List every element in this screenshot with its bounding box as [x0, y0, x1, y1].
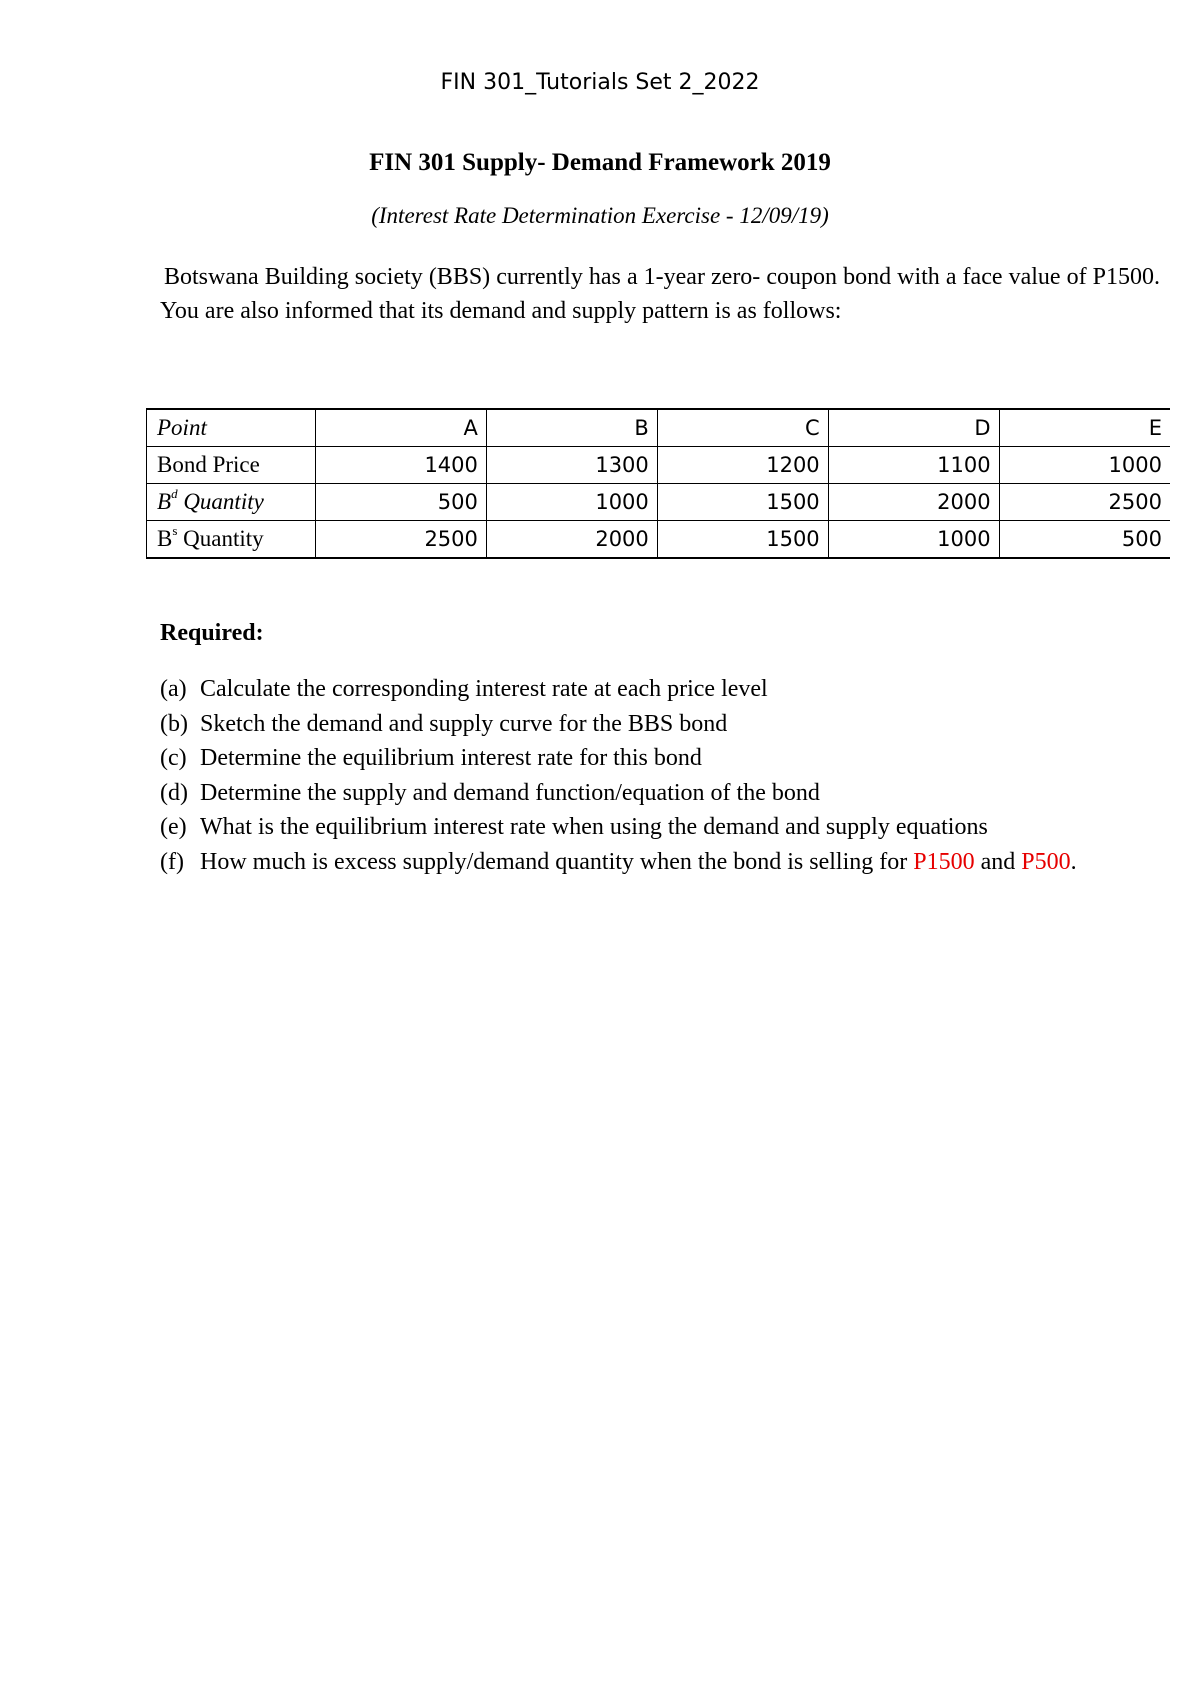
item-text-end: .	[1070, 848, 1077, 875]
supply-quantity-label	[147, 521, 316, 559]
label-letter: B	[157, 526, 173, 551]
demand-supply-table	[146, 408, 1170, 559]
table-cell: 2500	[999, 484, 1170, 521]
list-item	[160, 776, 1120, 811]
label-letter: B	[157, 489, 172, 514]
item-marker: (e)	[160, 814, 187, 840]
required-heading: Required:	[160, 620, 264, 646]
table-cell: 1100	[828, 447, 999, 484]
list-item	[160, 707, 1120, 742]
table-cell: 500	[316, 484, 487, 521]
item-marker: (d)	[160, 779, 188, 806]
item-text: Determine the equilibrium interest rate for this bond	[200, 745, 702, 771]
item-text: Sketch the demand and supply curve for the BBS bond	[200, 710, 728, 737]
label-rest: Quantity	[177, 526, 264, 551]
item-text-start: How much is excess supply/demand quantity when the bond is selling for	[200, 848, 914, 875]
table-cell: 1000	[828, 521, 999, 559]
table-cell: 1500	[657, 484, 828, 521]
item-text: Determine the supply and demand function/equation of the bond	[200, 779, 820, 806]
item-marker: (a)	[160, 676, 187, 702]
bond-price-label: Bond Price	[147, 447, 316, 484]
point-header-cell: Point	[147, 409, 316, 447]
point-d-cell: D	[828, 409, 999, 447]
table-header-row	[147, 409, 1171, 447]
item-marker: (f)	[160, 848, 184, 875]
item-marker: (b)	[160, 710, 188, 737]
table-cell: 2000	[828, 484, 999, 521]
table-row	[147, 484, 1171, 521]
item-text: What is the equilibrium interest rate when using the demand and supply equations	[200, 814, 988, 840]
list-item	[160, 845, 1120, 880]
intro-paragraph: Botswana Building society (BBS) currently has a 1-year zero- coupon bond with a face value of P1500. You are also informed that its demand and supply pattern is as follows:	[160, 264, 1160, 324]
document-subtitle: (Interest Rate Determination Exercise - 12/09/19)	[371, 203, 829, 228]
table-cell: 2500	[316, 521, 487, 559]
table-cell: 2000	[486, 521, 657, 559]
item-text-middle: and	[974, 848, 1022, 875]
label-superscript: s	[172, 523, 178, 538]
list-item	[160, 672, 1120, 707]
point-a-cell: A	[316, 409, 487, 447]
table-cell: 1500	[657, 521, 828, 559]
point-b-cell: B	[486, 409, 657, 447]
demand-quantity-label	[147, 484, 316, 521]
point-e-cell: E	[999, 409, 1170, 447]
table-cell: 1000	[999, 447, 1170, 484]
label-superscript: d	[171, 486, 178, 501]
required-list	[160, 672, 1120, 879]
table-row	[147, 447, 1171, 484]
table-cell: 500	[999, 521, 1170, 559]
table-row	[147, 521, 1171, 559]
highlight-price-p500: P500	[1021, 848, 1071, 875]
list-item	[160, 810, 1120, 845]
table-cell: 1400	[316, 447, 487, 484]
item-text	[200, 845, 1120, 880]
document-title: FIN 301 Supply- Demand Framework 2019	[369, 149, 831, 176]
list-item	[160, 741, 1120, 776]
highlight-price-p1500: P1500	[913, 848, 975, 875]
label-rest: Quantity	[177, 489, 264, 514]
item-text: Calculate the corresponding interest rate at each price level	[200, 676, 768, 702]
page-header: FIN 301_Tutorials Set 2_2022	[440, 70, 760, 95]
item-marker: (c)	[160, 745, 187, 771]
point-c-cell: C	[657, 409, 828, 447]
table-cell: 1000	[486, 484, 657, 521]
table-cell: 1300	[486, 447, 657, 484]
table-cell: 1200	[657, 447, 828, 484]
